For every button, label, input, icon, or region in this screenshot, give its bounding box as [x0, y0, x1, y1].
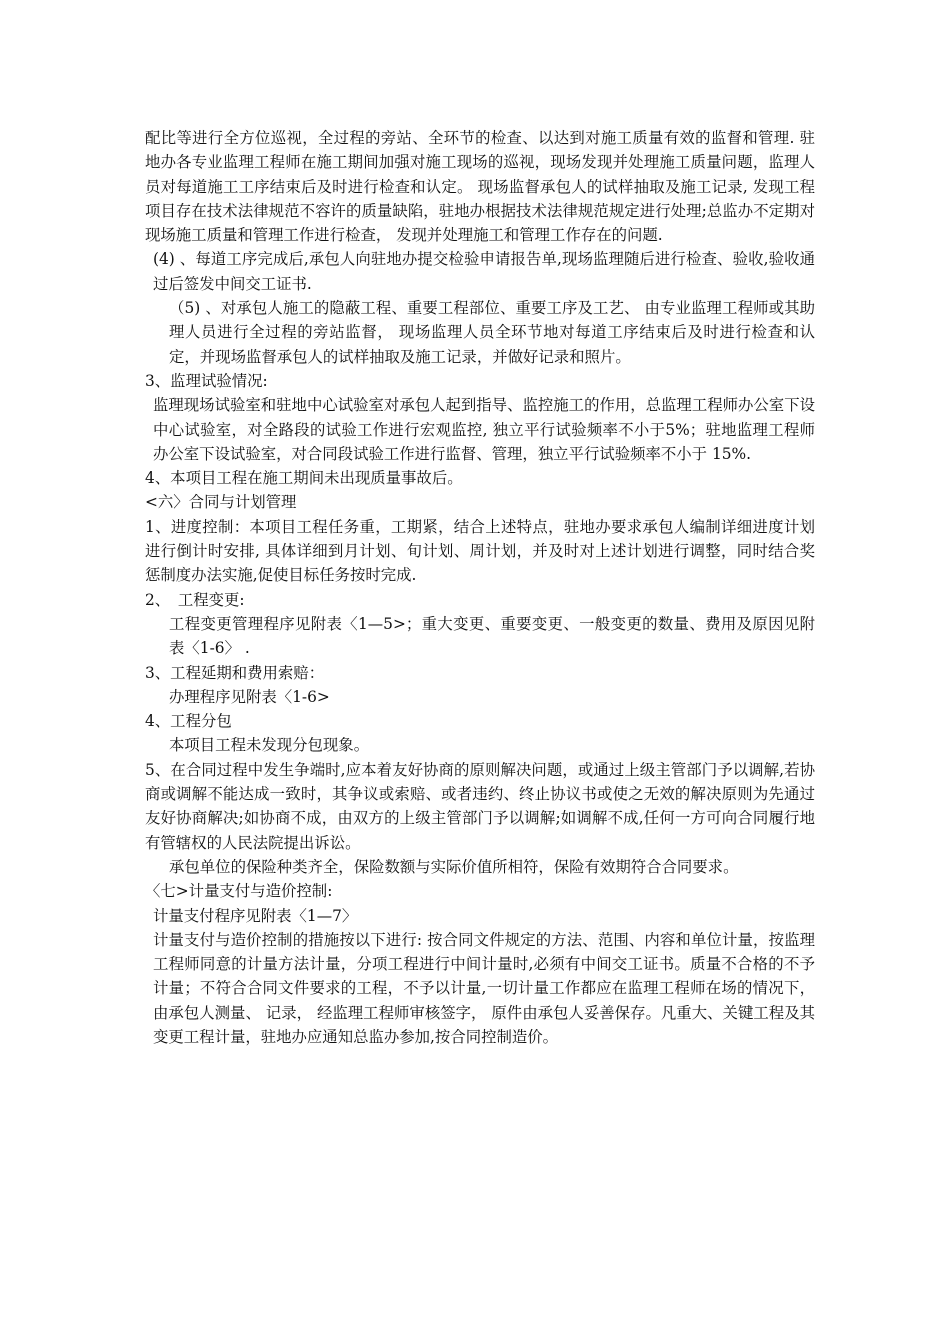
- paragraph-item-5: （5) 、对承包人施工的隐蔽工程、重要工程部位、重要工序及工艺、 由专业监理工程师或其助理人员进行全过程的旁站监督， 现场监理人员全环节地对每道工序结束后及时进行检查和认定，并现场监督承包人的试样抽取及施工记录，并做好记录和照片。: [169, 299, 815, 366]
- document-page: [145, 126, 815, 1049]
- paragraph-disputes: 5、在合同过程中发生争端时,应本着友好协商的原则解决问题，或通过上级主管部门予以调解,若协商或调解不能达成一致时，其争议或索赔、或者违约、终止协议书或使之无效的解决原则为先通过友好协商解决;如协商不成，由双方的上级主管部门予以调解;如调解不成,任何一方可向合同履行地有管辖权的人民法院提出诉讼。: [145, 760, 815, 852]
- paragraph-delay-claims: 办理程序见附表〈1-6>: [169, 687, 330, 706]
- paragraph-no-accident: 4、本项目工程在施工期间未出现质量事故后。: [145, 469, 463, 488]
- paragraph-insurance: 承包单位的保险种类齐全，保险数额与实际价值所相符，保险有效期符合合同要求。: [169, 857, 739, 876]
- paragraph-subcontract: 本项目工程未发现分包现象。: [169, 736, 370, 755]
- paragraph-measurement-measures: 计量支付与造价控制的措施按以下进行: 按合同文件规定的方法、范围、内容和单位计量，按监理工程师同意的计量方法计量，分项工程进行中间计量时,必须有中间交工证书。质量不合格的不予计量；不符合合同文件要求的工程，不予以计量,一切计量工作都应在监理工程师在场的情况下，由承包人测量、 记录， 经监理工程师审核签字， 原件由承包人妥善保存。凡重大、关键工程及其变更工程计量，驻地办应通知总监办参加,按合同控制造价。: [153, 930, 815, 1046]
- paragraph-schedule-control: 1、进度控制：本项目工程任务重，工期紧，结合上述特点，驻地办要求承包人编制详细进度计划进行倒计时安排, 具体详细到月计划、旬计划、周计划，并及时对上述计划进行调整，同时结合奖惩制度办法实施,促使目标任务按时完成.: [145, 517, 815, 585]
- paragraph-payment-procedure: 计量支付程序见附表〈1—7〉: [153, 906, 358, 925]
- heading-testing: 3、监理试验情况:: [145, 371, 268, 390]
- heading-change: 2、 工程变更:: [145, 590, 245, 609]
- paragraph-item-4: (4) 、每道工序完成后,承包人向驻地办提交检验申请报告单,现场监理随后进行检查、验收,验收通过后签发中间交工证书.: [153, 250, 815, 293]
- heading-delay-claims: 3、工程延期和费用索赔：: [145, 663, 325, 682]
- heading-contract-management: <六〉合同与计划管理: [145, 493, 297, 512]
- paragraph-change: 工程变更管理程序见附表〈1—5>；重大变更、重要变更、一般变更的数量、费用及原因见附表〈1-6〉 .: [169, 614, 815, 658]
- heading-subcontract: 4、工程分包: [145, 712, 232, 731]
- paragraph-inspection: 配比等进行全方位巡视，全过程的旁站、全环节的检查、以达到对施工质量有效的监督和管理. 驻地办各专业监理工程师在施工期间加强对施工现场的巡视，现场发现并处理施工质量问题，监理人员对每道施工工序结束后及时进行检查和认定。 现场监督承包人的试样抽取及施工记录, 发现工程项目存在技术法律规范不容许的质量缺陷，驻地办根据技术法律规范规定进行处理;总监办不定期对现场施工质量和管理工作进行检查， 发现并处理施工和管理工作存在的问题.: [145, 129, 815, 245]
- paragraph-testing: 监理现场试验室和驻地中心试验室对承包人起到指导、监控施工的作用，总监理工程师办公室下设中心试验室，对全路段的试验工作进行宏观监控, 独立平行试验频率不小于5%；驻地监理工程师办公室下设试验室，对合同段试验工作进行监督、管理，独立平行试验频率不小于 15%.: [153, 396, 815, 463]
- heading-measurement-payment: 〈七>计量支付与造价控制:: [145, 882, 333, 901]
